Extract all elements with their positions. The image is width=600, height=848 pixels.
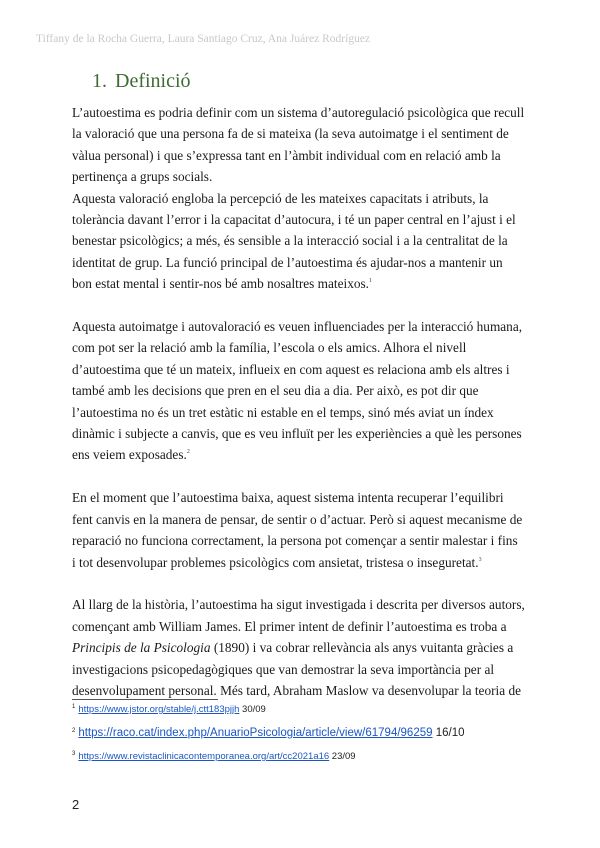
paragraph-3 (72, 316, 530, 466)
text-line: bon estat mental i sentir-nos bé amb nosaltres mateixos. (72, 276, 369, 292)
text-line: començant amb William James. El primer intent de definir l’autoestima es troba a (72, 618, 507, 634)
paragraph-1 (72, 102, 530, 188)
text-line: investigacions psicopedagògiques que van demostrar la seva importància per al (72, 661, 495, 677)
footnote-date: 16/10 (432, 727, 465, 739)
paragraph-4 (72, 487, 530, 573)
text-line: com pot ser la relació amb la família, l’escola o els amics. Alhora el nivell (72, 340, 467, 356)
footnote-3 (72, 751, 542, 762)
text-line: L’autoestima es podria definir com un sistema d’autoregulació psicològica que recull (72, 105, 525, 120)
text-line-rest: (1890) i va cobrar rellevància als anys vuitanta gràcies a (210, 640, 514, 656)
page-number: 2 (72, 797, 80, 812)
section-heading (92, 70, 191, 93)
footnote-date: 23/09 (329, 751, 356, 762)
body-text (72, 102, 530, 701)
text-line: desenvolupament personal. Més tard, Abraham Maslow va desenvolupar la teoria de (72, 682, 522, 698)
section-number: 1. (92, 70, 107, 92)
text-line: també amb les decisions que pren en el seu dia a dia. Per això, es pot dir que (72, 383, 479, 399)
text-line: identitat de grup. La funció principal de l’autoestima és ajudar-nos a mantenir un (72, 254, 503, 270)
text-line (72, 640, 513, 655)
text-line: fent canvis en la manera de pensar, de sentir o d’actuar. Però si aquest mecanisme de (72, 511, 523, 527)
footnote-link[interactable]: https://www.revistaclinicacontemporanea.org/art/cc2021a16 (78, 751, 330, 762)
text-line: benestar psicològics; a més, és sensible a la interacció social i a la centralitat de la (72, 233, 508, 249)
footnote-1 (72, 704, 542, 715)
text-line: tolerància davant l’error i la capacitat d’autocura, i té un paper central en l’ajust i el (72, 212, 516, 228)
text-line: Aquesta autoimatge i autovaloració es veuen influenciades per la interacció humana, (72, 319, 523, 335)
text-line: vàlua personal) i que s’expressa tant en l’àmbit individual com en relació amb la (72, 147, 501, 163)
text-line: la valoració que una persona fa de si mateixa (la seva autoimatge i el sentiment de (72, 126, 509, 142)
footnotes (72, 704, 542, 774)
running-header: Tiffany de la Rocha Guerra, Laura Santiago Cruz, Ana Juárez Rodríguez (36, 33, 371, 45)
text-line: En el moment que l’autoestima baixa, aquest sistema intenta recuperar l’equilibri (72, 490, 504, 506)
text-line: pertinença a grups socials. (72, 169, 213, 185)
text-line: reparació no funciona correctament, la persona pot començar a sentir malestar i fins (72, 533, 518, 549)
text-line: dinàmic i subjecte a canvis, que es veu influït per les experiències a què les persones (72, 426, 522, 442)
footnote-separator (72, 699, 218, 700)
footnote-number: 1 (72, 704, 76, 710)
footnote-2 (72, 727, 542, 739)
text-line: l’autoestima no és un tret estàtic ni estable en el temps, sinó més aviat un índex (72, 404, 494, 420)
text-line: Al llarg de la història, l’autoestima ha sigut investigada i descrita per diversos autors, (72, 597, 525, 613)
footnote-ref: 1 (369, 278, 372, 285)
text-line: i tot desenvolupar problemes psicològics com ansietat, tristesa o inseguretat. (72, 554, 479, 570)
paragraph-5 (72, 594, 530, 701)
footnote-link[interactable]: https://raco.cat/index.php/AnuarioPsicologia/article/view/61794/96259 (78, 727, 433, 739)
footnote-ref: 2 (186, 449, 190, 456)
text-line: ens veiem exposades. (72, 447, 187, 463)
book-title: Principis de la Psicologia (72, 640, 211, 656)
section-title: Definició (115, 70, 191, 92)
footnote-ref: 3 (478, 556, 482, 563)
footnote-number: 3 (72, 751, 76, 757)
text-line: Aquesta valoració engloba la percepció de les mateixes capacitats i atributs, la (72, 190, 489, 206)
footnote-number: 2 (72, 728, 76, 734)
paragraph-2 (72, 188, 530, 295)
footnote-link[interactable]: https://www.jstor.org/stable/j.ctt183pjjh (78, 704, 240, 715)
footnote-date: 30/09 (239, 704, 266, 715)
text-line: d’autoestima que té un mateix, influeix en com aquest es relaciona amb els altres i (72, 361, 510, 377)
